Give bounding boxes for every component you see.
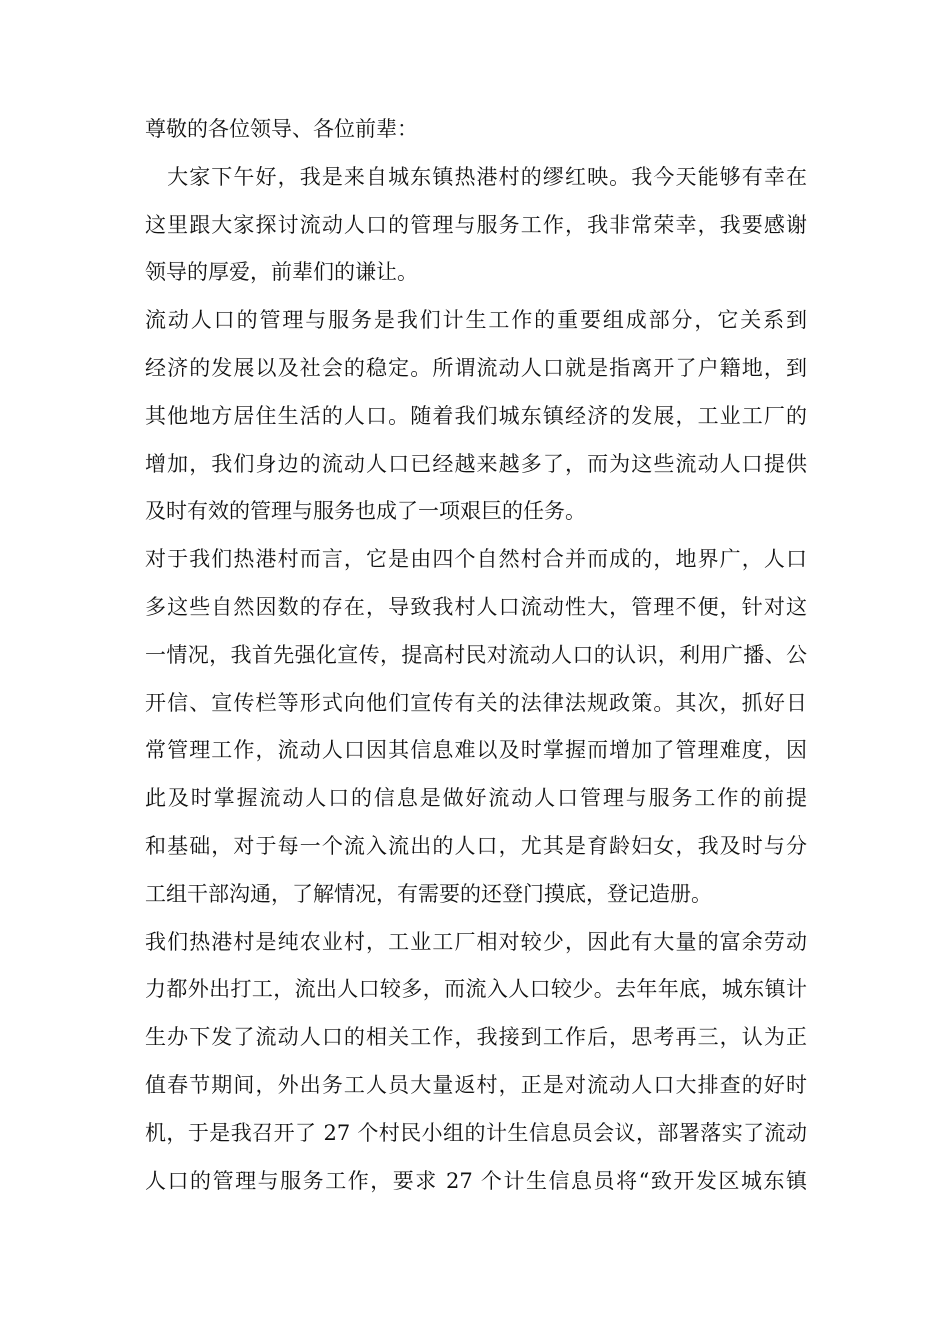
text-line: 对于我们热港村而言，它是由四个自然村合并而成的，地界广，人口 — [145, 547, 807, 572]
text-line: 值春节期间，外出务工人员大量返村，正是对流动人口大排查的好时 — [145, 1072, 807, 1097]
text-line: 和基础，对于每一个流入流出的人口，尤其是育龄妇女，我及时与分 — [145, 833, 807, 858]
text-line: 多这些自然因数的存在，导致我村人口流动性大，管理不便，针对这 — [145, 594, 807, 619]
text-line: 一情况，我首先强化宣传，提高村民对流动人口的认识，利用广播、公 — [145, 642, 807, 667]
text-line: 大家下午好，我是来自城东镇热港村的缪红映。我今天能够有幸在 — [145, 164, 807, 189]
text-line: 增加，我们身边的流动人口已经越来越多了，而为这些流动人口提供 — [145, 451, 807, 476]
text-line: 流动人口的管理与服务是我们计生工作的重要组成部分，它关系到 — [145, 308, 807, 333]
text-line: 尊敬的各位领导、各位前辈： — [145, 117, 418, 141]
document-body — [145, 106, 807, 1205]
text-line: 常管理工作，流动人口因其信息难以及时掌握而增加了管理难度，因 — [145, 738, 807, 763]
text-line: 这里跟大家探讨流动人口的管理与服务工作，我非常荣幸，我要感谢 — [145, 212, 807, 237]
text-line: 力都外出打工，流出人口较多，而流入人口较少。去年年底，城东镇计 — [145, 977, 807, 1002]
text-line: 人口的管理与服务工作，要求 27 个计生信息员将“致开发区城东镇 — [145, 1168, 807, 1193]
text-line: 工组干部沟通，了解情况，有需要的还登门摸底，登记造册。 — [145, 881, 712, 906]
text-line: 我们热港村是纯农业村，工业工厂相对较少，因此有大量的富余劳动 — [145, 929, 807, 954]
text-line: 开信、宣传栏等形式向他们宣传有关的法律法规政策。其次，抓好日 — [145, 690, 807, 715]
text-line: 生办下发了流动人口的相关工作，我接到工作后，思考再三，认为正 — [145, 1025, 807, 1050]
text-line: 及时有效的管理与服务也成了一项艰巨的任务。 — [145, 499, 586, 524]
text-line: 其他地方居住生活的人口。随着我们城东镇经济的发展，工业工厂的 — [145, 403, 807, 428]
text-line: 经济的发展以及社会的稳定。所谓流动人口就是指离开了户籍地，到 — [145, 355, 807, 380]
text-line: 此及时掌握流动人口的信息是做好流动人口管理与服务工作的前提 — [145, 786, 807, 811]
text-line: 领导的厚爱，前辈们的谦让。 — [145, 260, 418, 285]
text-line: 机，于是我召开了 27 个村民小组的计生信息员会议，部署落实了流动 — [145, 1120, 807, 1145]
